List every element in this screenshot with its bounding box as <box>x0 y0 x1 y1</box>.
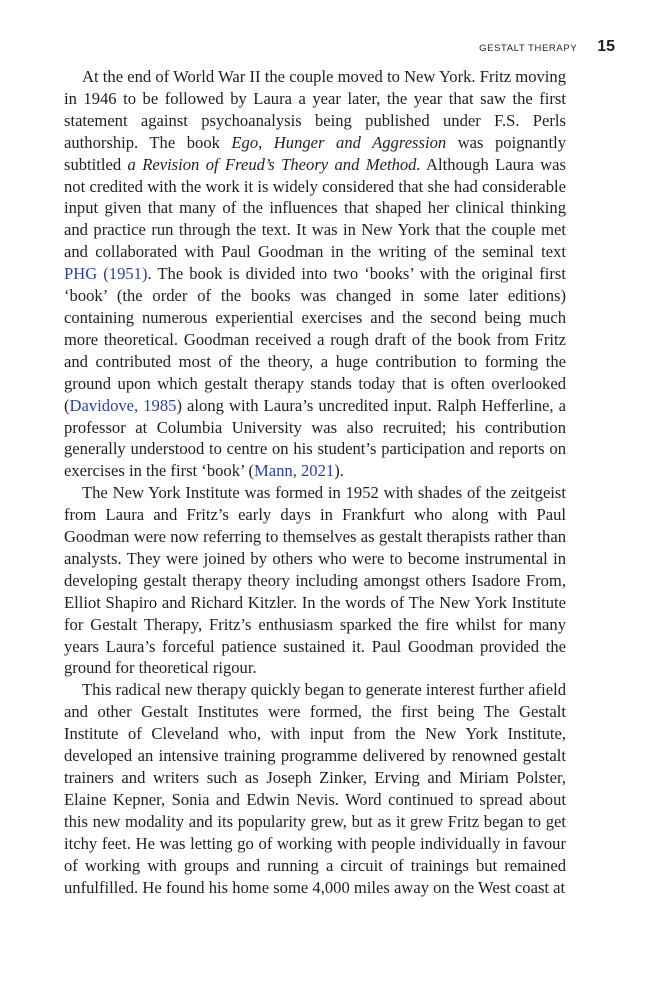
text-run: Although Laura was not credited with the work it is widely considered that she had considerable input given that many of the influences that shaped her clinical thinking and practice run through the text. It was in New York that the couple met and collaborated with Paul Goodman in the writing of the seminal text <box>64 154 566 262</box>
body-text <box>64 66 566 898</box>
text-run: At the end of World War II the couple moved to New York. Fritz moving in 1946 to be followed by Laura a year later, the year that saw the first statement against psychoanalysis being published under F.S. Perls authorship. The book <box>64 67 566 152</box>
paragraph-2 <box>64 482 566 679</box>
text-run: The New York Institute was formed in 1952 with shades of the zeitgeist from Laura and Fritz’s early days in Frankfurt who along with Paul Goodman were now referring to themselves as gestalt therapists rather than analysts. They were joined by others who were to become instrumental in developing gestalt therapy theory including amongst others Isadore From, Elliot Shapiro and Richard Kitzler. In the words of The New York Institute for Gestalt Therapy, Fritz’s enthusiasm sparked the fire whilst for many years Laura’s forceful patience sustained it. Paul Goodman provided the ground for theoretical rigour. <box>64 483 566 678</box>
citation-link-mann[interactable]: Mann, 2021 <box>254 461 335 481</box>
running-title: GESTALT THERAPY <box>479 43 578 54</box>
text-run: . The book is divided into two ‘books’ with the original first ‘book’ (the order of the books was changed in some later editions) containing numerous experiential exercises and the second being much more theoretical. Goodman received a rough draft of the book from Fritz and contributed most of the theory, a huge contribution to forming the ground upon which gestalt therapy stands today that is often overlooked ( <box>64 264 566 415</box>
paragraph-1 <box>64 66 566 482</box>
book-subtitle: a Revision of Freud’s Theory and Method. <box>127 154 421 174</box>
text-run: This radical new therapy quickly began to generate interest further afield and other Gestalt Institutes were formed, the first being The Gestalt Institute of Cleveland who, with input from the New York Institute, developed an intensive training programme delivered by renowned gestalt trainers and writers such as Joseph Zinker, Erving and Miriam Polster, Elaine Kepner, Sonia and Edwin Nevis. Word continued to spread about this new modality and its popularity grew, but as it grew Fritz began to get itchy feet. He was letting go of working with people individually in favour of working with groups and running a circuit of trainings but remained unfulfilled. He found his home some 4,000 miles away on the West coast at <box>64 680 566 897</box>
text-run: was poignantly subtitled <box>64 132 566 174</box>
citation-link-davidove[interactable]: Davidove, 1985 <box>69 395 177 415</box>
paragraph-3 <box>64 679 566 898</box>
page-number: 15 <box>597 38 615 55</box>
text-run: ). <box>334 461 344 481</box>
citation-link-phg[interactable]: PHG (1951) <box>64 264 148 284</box>
book-title: Ego, Hunger and Aggression <box>231 132 447 152</box>
text-run: ) along with Laura’s uncredited input. Ralph Hefferline, a professor at Columbia University was also recruited; his contribution generally understood to centre on his student’s participation and reports on exercises in the first ‘book’ ( <box>64 395 566 481</box>
running-head <box>479 38 615 56</box>
